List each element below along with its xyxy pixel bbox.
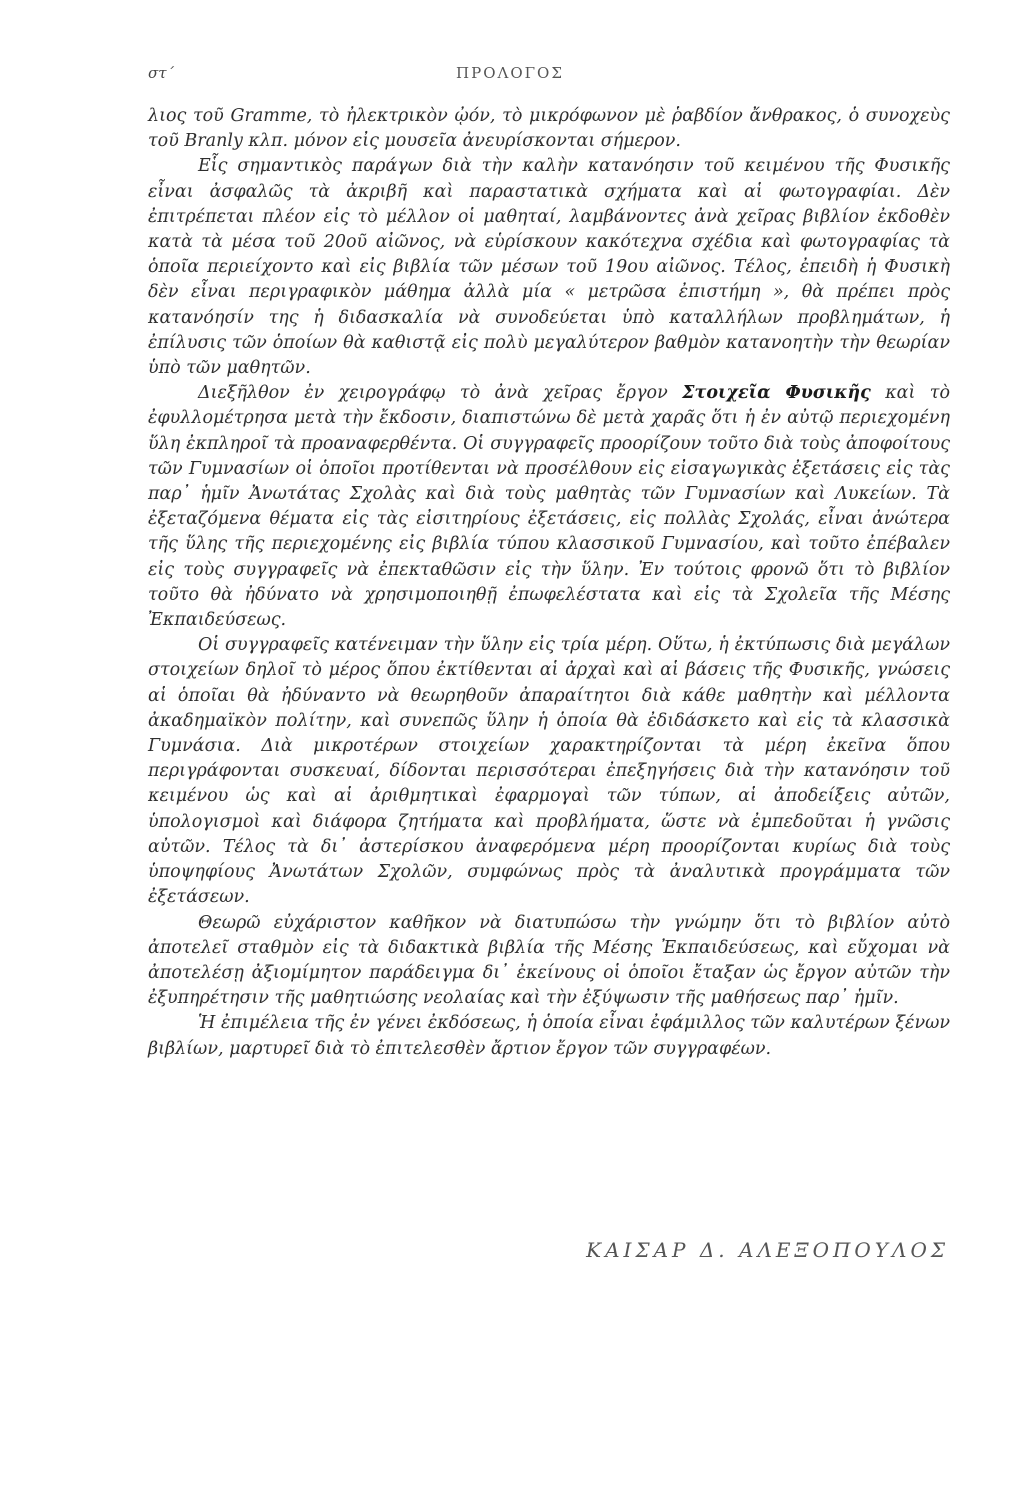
book-title: Στοιχεῖα Φυσικῆς — [682, 383, 871, 404]
paragraph-closing: Ἡ ἐπιμέλεια τῆς ἐν γένει ἐκδόσεως, ἡ ὁποία εἶναι ἐφάμιλλος τῶν καλυτέρων ξένων βιβλίων, μαρτυρεῖ διὰ τὸ ἐπιτελεσθὲν ἄρτιον ἔργον τῶν συγγραφέων. — [148, 1013, 950, 1059]
paragraph-review — [148, 381, 950, 633]
paragraph-structure: Οἱ συγγραφεῖς κατένειμαν τὴν ὕλην εἰς τρία μέρη. Οὕτω, ἡ ἐκτύπωσις διὰ μεγάλων στοιχείων δηλοῖ τὸ μέρος ὅπου ἐκτίθενται αἱ ἀρχαὶ καὶ αἱ βάσεις τῆς Φυσικῆς, γνώσεις αἱ ὁποῖαι θὰ ἠδύναντο νὰ θεωρηθοῦν ἀπαραίτητοι διὰ κάθε μαθητὴν καὶ μέλλοντα ἀκαδημαϊκὸν πολίτην, καὶ συνεπῶς ὕλην ἡ ὁποία θὰ ἐδιδάσκετο καὶ εἰς τὰ κλασσικὰ Γυμνάσια. Διὰ μικροτέρων στοιχείων χαρακτηρίζονται τὰ μέρη ἐκεῖνα ὅπου περιγράφονται συσκευαί, δίδονται περισσότεραι ἐπεξηγήσεις διὰ τὴν κατανόησιν τοῦ κειμένου ὡς καὶ αἱ ἀριθμητικαὶ ἐφαρμογαὶ τῶν τύπων, αἱ ἀποδείξεις αὐτῶν, ὑπολογισμοὶ καὶ διάφορα ζητήματα καὶ προβλήματα, ὥστε νὰ ἐμπεδοῦται ἡ γνῶσις αὐτῶν. Τέλος τὰ δι᾽ ἀστερίσκου ἀναφερόμενα μέρη προορίζονται κυρίως διὰ τοὺς ὑποψηφίους Ἀνωτάτων Σχολῶν, συμφώνως πρὸς τὰ ἀναλυτικὰ προγράμματα τῶν ἐξετάσεων. — [148, 635, 950, 908]
body-text — [148, 104, 950, 1062]
paragraph-continuation: λιος τοῦ Gramme, τὸ ἠλεκτρικὸν ᾠόν, τὸ μικρόφωνον μὲ ῥαβδίον ἄνθρακος, ὁ συνοχεὺς τοῦ Branly κλπ. μόνον εἰς μουσεῖα ἀνευρίσκονται σήμερον. — [148, 106, 950, 152]
paragraph-review-start: Διεξῆλθον ἐν χειρογράφῳ τὸ ἀνὰ χεῖρας ἔργον — [198, 383, 668, 404]
author-signature: ΚΑΙΣΑΡ Δ. ΑΛΕΞΟΠΟΥΛΟΣ — [586, 1238, 949, 1262]
paragraph-opinion: Θεωρῶ εὐχάριστον καθῆκον νὰ διατυπώσω τὴν γνώμην ὅτι τὸ βιβλίον αὐτὸ ἀποτελεῖ σταθμὸν εἰς τὰ διδακτικὰ βιβλία τῆς Μέσης Ἐκπαιδεύσεως, καὶ εὔχομαι νὰ ἀποτελέσῃ ἀξιομίμητον παράδειγμα δι᾽ ἐκείνους οἱ ὁποῖοι ἔταξαν ὡς ἔργον αὐτῶν τὴν ἐξυπηρέτησιν τῆς μαθητιώσης νεολαίας καὶ τὴν ἐξύψωσιν τῆς μαθήσεως παρ᾽ ἡμῖν. — [148, 912, 950, 1009]
page-number: στ΄ — [148, 64, 175, 82]
paragraph-figures: Εἷς σημαντικὸς παράγων διὰ τὴν καλὴν κατανόησιν τοῦ κειμένου τῆς Φυσικῆς εἶναι ἀσφαλῶς τὰ ἀκριβῆ καὶ παραστατικὰ σχήματα καὶ αἱ φωτογραφίαι. Δὲν ἐπιτρέπεται πλέον εἰς τὸ μέλλον οἱ μαθηταί, λαμβάνοντες ἀνὰ χεῖρας βιβλίον ἐκδοθὲν κατὰ τὰ μέσα τοῦ 20οῦ αἰῶνος, νὰ εὑρίσκουν κακότεχνα σχέδια καὶ φωτογραφίας τὰ ὁποῖα περιείχοντο καὶ εἰς βιβλία τῶν μέσων τοῦ 19ου αἰῶνος. Τέλος, ἐπειδὴ ἡ Φυσικὴ δὲν εἶναι περιγραφικὸν μάθημα ἀλλὰ μία « μετρῶσα ἐπιστήμη », θὰ πρέπει πρὸς κατανόησίν της ἡ διδασκαλία νὰ συνοδεύεται ὑπὸ καταλλήλων προβλημάτων, ἡ ἐπίλυσις τῶν ὁποίων θὰ καθιστᾷ εἰς πολὺ μεγαλύτερον βαθμὸν κατανοητὴν τὴν θεωρίαν ὑπὸ τῶν μαθητῶν. — [148, 156, 950, 379]
page-header — [148, 64, 872, 88]
paragraph-review-rest: καὶ τὸ ἐφυλλομέτρησα μετὰ τὴν ἔκδοσιν, διαπιστώνω δὲ μετὰ χαρᾶς ὅτι ἡ ἐν αὐτῷ περιεχομένη ὕλη ἐκπληροῖ τὰ προαναφερθέντα. Οἱ συγγραφεῖς προορίζουν τοῦτο διὰ τοὺς ἀποφοίτους τῶν Γυμνασίων οἱ ὁποῖοι προτίθενται νὰ προσέλθουν εἰς εἰσαγωγικὰς ἐξετάσεις εἰς τὰς παρ᾽ ἡμῖν Ἀνωτάτας Σχολὰς καὶ διὰ τοὺς μαθητὰς τῶν Γυμνασίων καὶ Λυκείων. Τὰ ἐξεταζόμενα θέματα εἰς τὰς εἰσιτηρίους ἐξετάσεις, εἰς πολλὰς Σχολάς, εἶναι ἀνώτερα τῆς ὕλης τῆς περιεχομένης εἰς βιβλία τύπου κλασσικοῦ Γυμνασίου, καὶ τοῦτο ἐπέβαλεν εἰς τοὺς συγγραφεῖς νὰ ἐπεκταθῶσιν εἰς τὴν ὕλην. Ἐν τούτοις φρονῶ ὅτι τὸ βιβλίον τοῦτο θὰ ἠδύνατο νὰ χρησιμοποιηθῇ ἐπωφελέστατα καὶ εἰς τὰ Σχολεῖα τῆς Μέσης Ἐκπαιδεύσεως. — [148, 383, 951, 631]
running-title: ΠΡΟΛΟΓΟΣ — [456, 64, 564, 82]
